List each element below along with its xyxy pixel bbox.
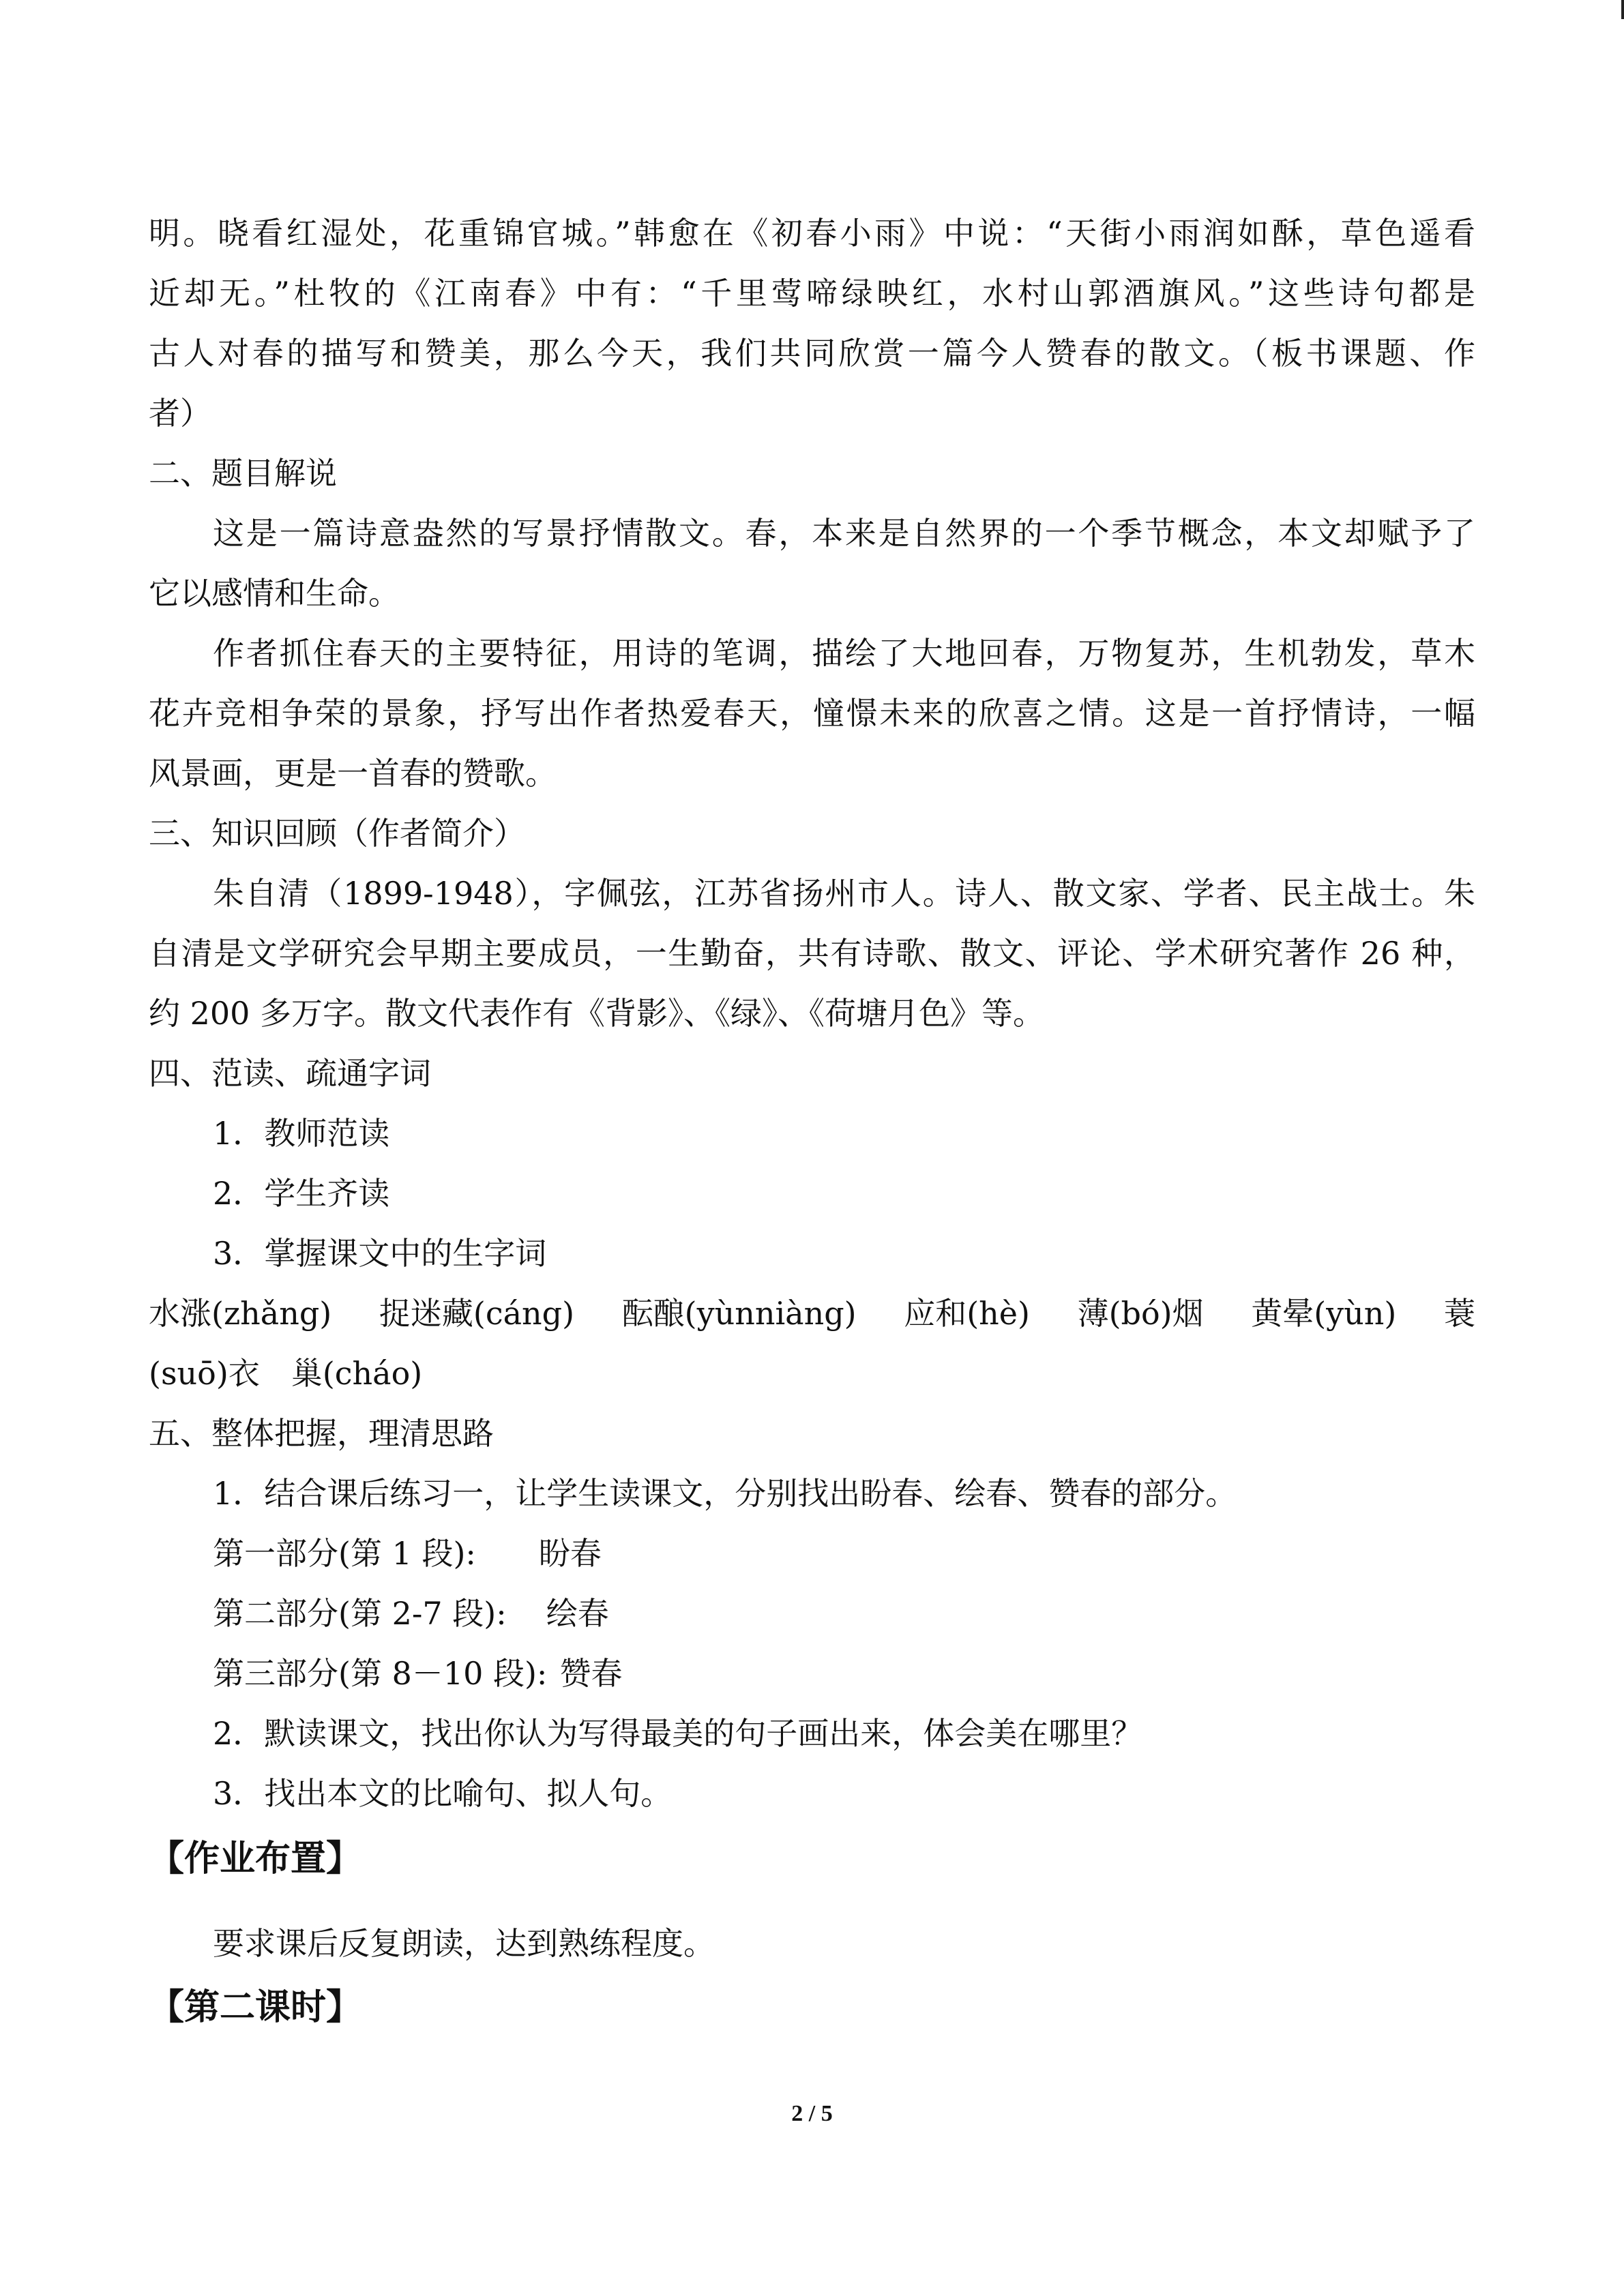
- part-2-label: 第二部分(第 2-7 段):: [213, 1595, 507, 1632]
- topic-paragraph-2-line-2: 花卉竞相争荣的景象，抒写出作者热爱春天，憧憬未来的欣喜之情。这是一首抒情诗，一幅: [149, 695, 1475, 732]
- structure-item-3: 3．找出本文的比喻句、拟人句。: [213, 1775, 673, 1812]
- section-title-reading: 四、范读、疏通字词: [149, 1055, 431, 1092]
- section-title-topic: 二、题目解说: [149, 455, 337, 492]
- author-line-2: 自清是文学研究会早期主要成员，一生勤奋，共有诗歌、散文、评论、学术研究著作 26 种，: [149, 935, 1475, 972]
- vocab-word: 黄晕(yùn): [1251, 1295, 1397, 1332]
- section-title-structure: 五、整体把握，理清思路: [149, 1415, 494, 1452]
- topic-paragraph-2-line-3: 风景画，更是一首春的赞歌。: [149, 755, 557, 792]
- section-title-author: 三、知识回顾（作者简介）: [149, 815, 525, 852]
- vocab-word: 酝酿(yùnniàng): [621, 1295, 857, 1332]
- structure-item-2: 2．默读课文，找出你认为写得最美的句子画出来，体会美在哪里？: [213, 1715, 1143, 1752]
- author-line-3: 约 200 多万字。散文代表作有《背影》、《绿》、《荷塘月色》等。: [149, 995, 1045, 1032]
- topic-paragraph-1-line-2: 它以感情和生命。: [149, 575, 400, 612]
- intro-line-1: 明。晓看红湿处，花重锦官城。”韩愈在《初春小雨》中说：“天街小雨润如酥，草色遥看: [149, 215, 1475, 252]
- part-1-row: [213, 1533, 1475, 1574]
- topic-paragraph-2-line-1: 作者抓住春天的主要特征，用诗的笔调，描绘了大地回春，万物复苏，生机勃发，草木: [213, 635, 1475, 672]
- homework-text: 要求课后反复朗读，达到熟练程度。: [213, 1925, 715, 1962]
- part-1-value: 盼春: [538, 1535, 602, 1572]
- topic-paragraph-1-line-1: 这是一篇诗意盎然的写景抒情散文。春，本来是自然界的一个季节概念，本文却赋予了: [213, 515, 1475, 552]
- part-2-value: 绘春: [546, 1595, 609, 1632]
- part-3-row: [213, 1653, 1475, 1694]
- part-3-label: 第三部分(第 8－10 段):: [213, 1655, 548, 1692]
- second-lesson-heading: 【第二课时】: [149, 1987, 362, 2028]
- vocab-word: 应和(hè): [904, 1295, 1030, 1332]
- homework-heading: 【作业布置】: [149, 1838, 362, 1879]
- intro-line-2: 近却无。”杜牧的《江南春》中有：“千里莺啼绿映红，水村山郭酒旗风。”这些诗句都是: [149, 275, 1475, 312]
- reading-item-1: 1．教师范读: [213, 1115, 390, 1152]
- vocab-word: 薄(bó)烟: [1077, 1295, 1204, 1332]
- vocab-word: 水涨(zhǎng): [149, 1295, 332, 1332]
- vocab-word: 蓑: [1443, 1295, 1475, 1332]
- part-2-row: [213, 1593, 1475, 1634]
- intro-line-4: 者）: [149, 395, 211, 432]
- vocabulary-row-2: (suō)衣 巢(cháo): [149, 1355, 423, 1392]
- page-number: 2 / 5: [791, 2101, 833, 2126]
- reading-item-2: 2．学生齐读: [213, 1175, 390, 1212]
- part-1-label: 第一部分(第 1 段):: [213, 1535, 476, 1572]
- page-corner-mark: [1621, 0, 1624, 19]
- vocabulary-row: [149, 1293, 1475, 1334]
- vocab-word: 捉迷藏(cáng): [379, 1295, 575, 1332]
- part-3-value: 赞春: [559, 1655, 623, 1692]
- structure-item-1: 1．结合课后练习一，让学生读课文，分别找出盼春、绘春、赞春的部分。: [213, 1475, 1237, 1512]
- reading-item-3: 3．掌握课文中的生字词: [213, 1235, 547, 1272]
- intro-line-3: 古人对春的描写和赞美，那么今天，我们共同欣赏一篇今人赞春的散文。（板书课题、作: [149, 335, 1475, 372]
- author-line-1: 朱自清（1899-1948），字佩弦，江苏省扬州市人。诗人、散文家、学者、民主战士。朱: [213, 875, 1475, 912]
